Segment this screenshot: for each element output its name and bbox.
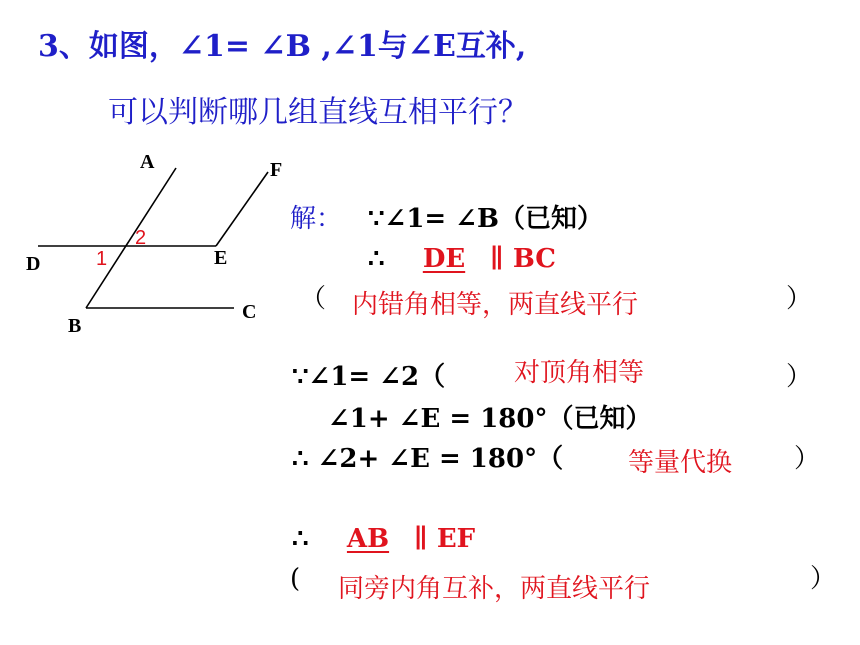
reason-answer-2: 对顶角相等: [514, 358, 645, 388]
solution-label: 解：: [290, 204, 343, 234]
answer-blank-de: DE: [422, 244, 466, 274]
solution-line-4: ∵∠1= ∠2（: [292, 362, 446, 392]
point-label-e: E: [214, 247, 228, 269]
solution-line-5: ∠1+ ∠E = 180°（已知）: [328, 404, 652, 434]
reason-paren-close-1: ）: [786, 284, 813, 314]
parallel-bc: ∥ BC: [490, 244, 556, 274]
solution-line-6: ∴ ∠2+ ∠E = 180°（: [292, 444, 564, 474]
point-label-f: F: [270, 159, 283, 181]
point-label-c: C: [242, 301, 257, 323]
reason-paren-close-3: ）: [794, 444, 821, 474]
line-ef: [216, 172, 268, 246]
angle-label-2: 2: [135, 227, 147, 249]
reason-answer-1: 内错角相等，两直线平行: [352, 290, 639, 320]
parallel-ef: ∥ EF: [414, 524, 476, 554]
point-label-d: D: [26, 253, 41, 275]
reason-paren-close-4: ）: [810, 564, 837, 594]
title-line-1: 3、如图，∠1= ∠B ,∠1与∠E互补,: [38, 29, 527, 64]
reason-answer-3: 等量代换: [628, 448, 733, 478]
therefore-symbol-2: ∴: [292, 524, 309, 554]
reason-answer-4: 同旁内角互补，两直线平行: [338, 574, 651, 604]
title-line-2: 可以判断哪几组直线互相平行？: [108, 95, 528, 130]
point-label-b: B: [68, 315, 82, 337]
therefore-symbol-1: ∴: [368, 244, 385, 274]
solution-line-1: ∵∠1= ∠B（已知）: [368, 204, 604, 234]
angle-label-1: 1: [96, 248, 108, 270]
line-ab: [86, 168, 176, 308]
reason-paren-close-2: ）: [786, 362, 813, 392]
reason-paren-open-4: (: [290, 564, 301, 594]
reason-paren-open-1: （: [300, 284, 327, 314]
answer-blank-ab: AB: [346, 524, 390, 554]
point-label-a: A: [140, 151, 155, 173]
